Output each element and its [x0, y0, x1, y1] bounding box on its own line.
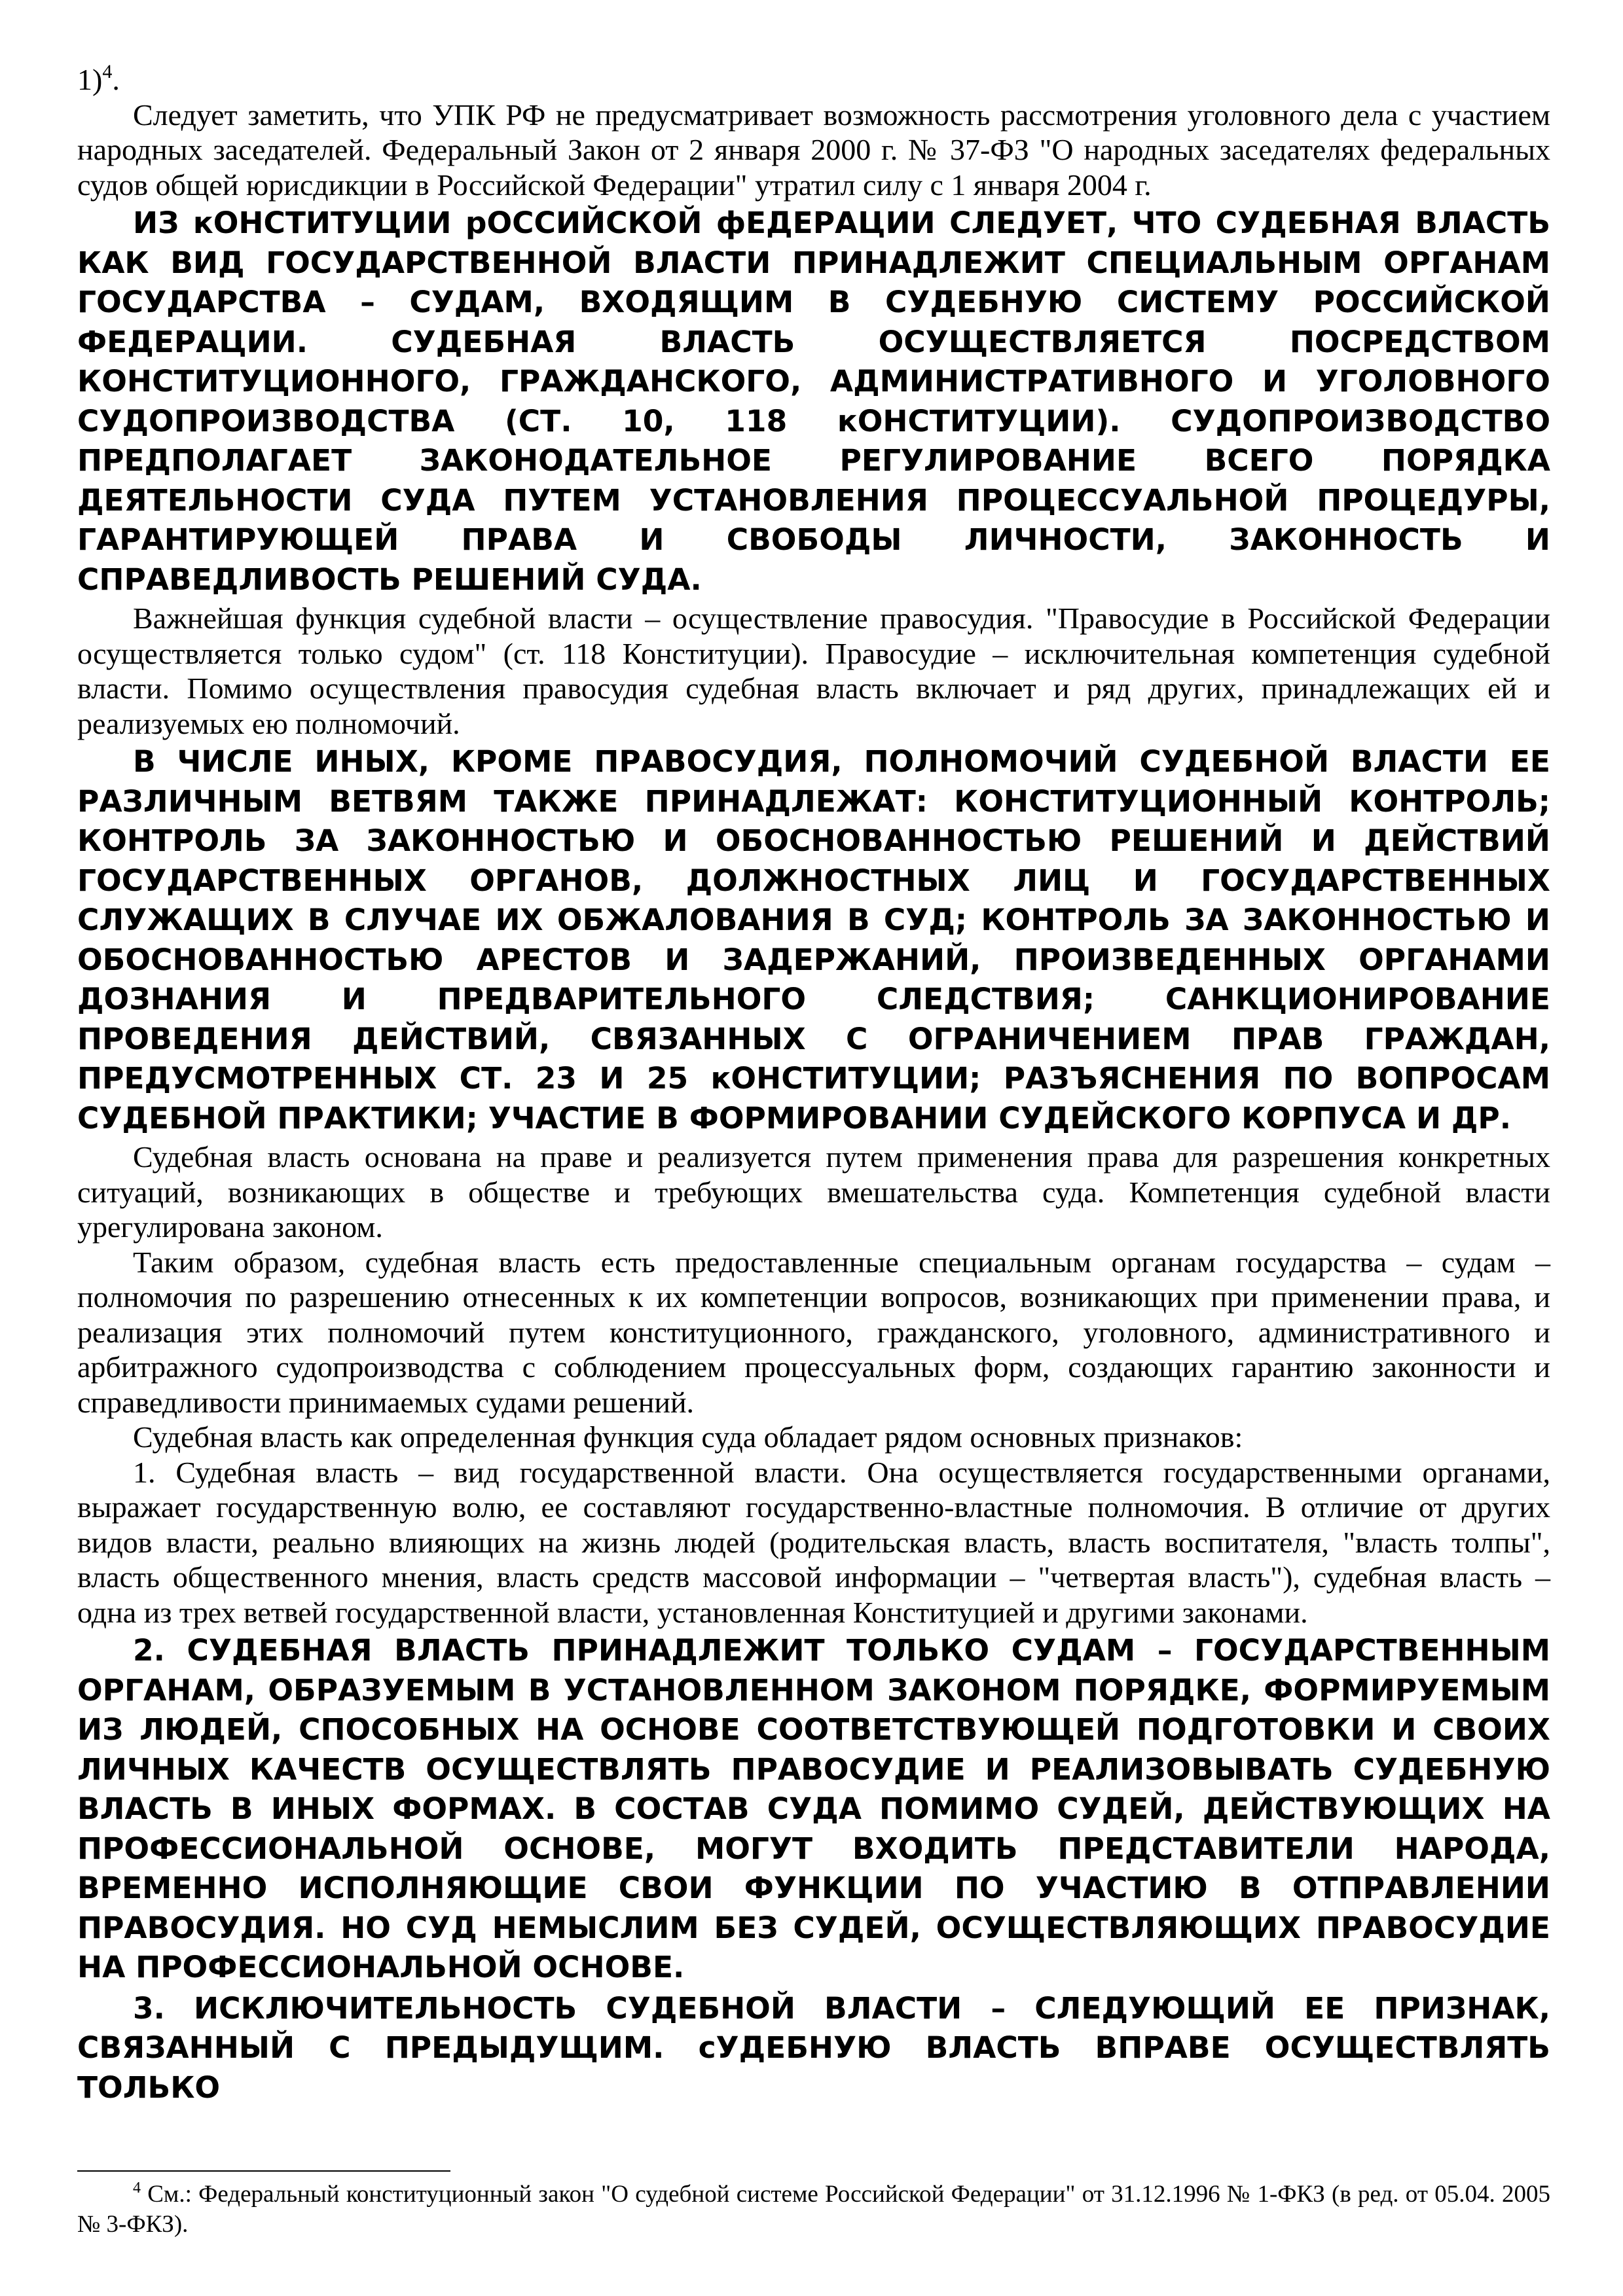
- footnote: [77, 2179, 1550, 2240]
- document-page: [77, 62, 1550, 2109]
- paragraph-feature-1: 1. Судебная власть – вид государственной власти. Она осуществляется государственными органами, выражает государственную волю, ее составляют государственно-властные полномочия. В отличие от других видов власти, реально влияющих на жизнь людей (родительская власть, власть воспитателя, "власть толпы", власть общественного мнения, власть средств массовой информации – "четвертая власть"), судебная власть – одна из трех ветвей государственной власти, установленная Конституцией и другими законами.: [77, 1455, 1550, 1629]
- paragraph-feature-2-bold: 2. СУДЕБНАЯ ВЛАСТЬ ПРИНАДЛЕЖИТ ТОЛЬКО СУДАМ – ГОСУДАРСТВЕННЫМ ОРГАНАМ, ОБРАЗУЕМЫМ В УСТАНОВЛЕННОМ ЗАКОНОМ ПОРЯДКЕ, ФОРМИРУЕМЫМ ИЗ ЛЮДЕЙ, СПОСОБНЫХ НА ОСНОВЕ СООТВЕТСТВУЮЩЕЙ ПОДГОТОВКИ И СВОИХ ЛИЧНЫХ КАЧЕСТВ ОСУЩЕСТВЛЯТЬ ПРАВОСУДИЕ И РЕАЛИЗОВЫВАТЬ СУДЕБНУЮ ВЛАСТЬ В ИНЫХ ФОРМАХ. В СОСТАВ СУДА ПОМИМО СУДЕЙ, ДЕЙСТВУЮЩИХ НА ПРОФЕССИОНАЛЬНОЙ ОСНОВЕ, МОГУТ ВХОДИТЬ ПРЕДСТАВИТЕЛИ НАРОДА, ВРЕМЕННО ИСПОЛНЯЮЩИЕ СВОИ ФУНКЦИИ ПО УЧАСТИЮ В ОТПРАВЛЕНИИ ПРАВОСУДИЯ. НО СУД НЕМЫСЛИМ БЕЗ СУДЕЙ, ОСУЩЕСТВЛЯЮЩИХ ПРАВОСУДИЕ НА ПРОФЕССИОНАЛЬНОЙ ОСНОВЕ.: [77, 1633, 1550, 1984]
- paragraph-definition: Таким образом, судебная власть есть предоставленные специальным органам государства – судам – полномочия по разрешению отнесенных к их компетенции вопросов, возникающих при применении права, и реализация этих полномочий путем конституционного, гражданского, уголовного, административного и арбитражного судопроизводства с соблюдением процессуальных форм, создающих гарантию законности и справедливости принимаемых судами решений.: [77, 1245, 1550, 1419]
- continuation-end: .: [112, 63, 120, 96]
- paragraph-based-on-law: Судебная власть основана на праве и реализуется путем применения права для разрешения конкретных ситуаций, возникающих в обществе и требующих вмешательства суда. Компетенция судебной власти урегулирована законом.: [77, 1140, 1550, 1244]
- paragraph-justice-function: Важнейшая функция судебной власти – осуществление правосудия. "Правосудие в Российской Федерации осуществляется только судом" (ст. 118 Конституции). Правосудие – исключительная компетенция судебной власти. Помимо осуществления правосудия судебная власть включает и ряд других, принадлежащих ей и реализуемых ею полномочий.: [77, 601, 1550, 740]
- footnote-reference[interactable]: 4: [102, 61, 113, 82]
- paragraph-features-intro: Судебная власть как определенная функция суда обладает рядом основных признаков:: [133, 1420, 1243, 1454]
- footnote-marker: 4: [133, 2179, 141, 2197]
- paragraph-other-powers-bold: В ЧИСЛЕ ИНЫХ, КРОМЕ ПРАВОСУДИЯ, ПОЛНОМОЧИЙ СУДЕБНОЙ ВЛАСТИ ЕЕ РАЗЛИЧНЫМ ВЕТВЯМ ТАКЖЕ ПРИНАДЛЕЖАТ: КОНСТИТУЦИОННЫЙ КОНТРОЛЬ; КОНТРОЛЬ ЗА ЗАКОННОСТЬЮ И ОБОСНОВАННОСТЬЮ РЕШЕНИЙ И ДЕЙСТВИЙ ГОСУДАРСТВЕННЫХ ОРГАНОВ, ДОЛЖНОСТНЫХ ЛИЦ И ГОСУДАРСТВЕННЫХ СЛУЖАЩИХ В СЛУЧАЕ ИХ ОБЖАЛОВАНИЯ В СУД; КОНТРОЛЬ ЗА ЗАКОННОСТЬЮ И ОБОСНОВАННОСТЬЮ АРЕСТОВ И ЗАДЕРЖАНИЙ, ПРОИЗВЕДЕННЫХ ОРГАНАМИ ДОЗНАНИЯ И ПРЕДВАРИТЕЛЬНОГО СЛЕДСТВИЯ; САНКЦИОНИРОВАНИЕ ПРОВЕДЕНИЯ ДЕЙСТВИЙ, СВЯЗАННЫХ С ОГРАНИЧЕНИЕМ ПРАВ ГРАЖДАН, ПРЕДУСМОТРЕННЫХ СТ. 23 И 25 кОНСТИТУЦИИ; РАЗЪЯСНЕНИЯ ПО ВОПРОСАМ СУДЕБНОЙ ПРАКТИКИ; УЧАСТИЕ В ФОРМИРОВАНИИ СУДЕЙСКОГО КОРПУСА И ДР.: [77, 744, 1550, 1136]
- paragraph-upk-note: Следует заметить, что УПК РФ не предусматривает возможность рассмотрения уголовного дела с участием народных заседателей. Федеральный Закон от 2 января 2000 г. № 37-ФЗ "О народных заседателях федеральных судов общей юрисдикции в Российской Федерации" утратил силу с 1 января 2004 г.: [77, 98, 1550, 202]
- paragraph-constitution-bold: ИЗ кОНСТИТУЦИИ рОССИЙСКОЙ фЕДЕРАЦИИ СЛЕДУЕТ, ЧТО СУДЕБНАЯ ВЛАСТЬ КАК ВИД ГОСУДАРСТВЕННОЙ ВЛАСТИ ПРИНАДЛЕЖИТ СПЕЦИАЛЬНЫМ ОРГАНАМ ГОСУДАРСТВА – СУДАМ, ВХОДЯЩИМ В СУДЕБНУЮ СИСТЕМУ РОССИЙСКОЙ ФЕДЕРАЦИИ. СУДЕБНАЯ ВЛАСТЬ ОСУЩЕСТВЛЯЕТСЯ ПОСРЕДСТВОМ КОНСТИТУЦИОННОГО, ГРАЖДАНСКОГО, АДМИНИСТРАТИВНОГО И УГОЛОВНОГО СУДОПРОИЗВОДСТВА (СТ. 10, 118 кОНСТИТУЦИИ). СУДОПРОИЗВОДСТВО ПРЕДПОЛАГАЕТ ЗАКОНОДАТЕЛЬНОЕ РЕГУЛИРОВАНИЕ ВСЕГО ПОРЯДКА ДЕЯТЕЛЬНОСТИ СУДА ПУТЕМ УСТАНОВЛЕНИЯ ПРОЦЕССУАЛЬНОЙ ПРОЦЕДУРЫ, ГАРАНТИРУЮЩЕЙ ПРАВА И СВОБОДЫ ЛИЧНОСТИ, ЗАКОННОСТЬ И СПРАВЕДЛИВОСТЬ РЕШЕНИЙ СУДА.: [77, 206, 1550, 597]
- paragraph-feature-3-bold: 3. ИСКЛЮЧИТЕЛЬНОСТЬ СУДЕБНОЙ ВЛАСТИ – СЛЕДУЮЩИЙ ЕЕ ПРИЗНАК, СВЯЗАННЫЙ С ПРЕДЫДУЩИМ. сУДЕБНУЮ ВЛАСТЬ ВПРАВЕ ОСУЩЕСТВЛЯТЬ ТОЛЬКО: [77, 1990, 1550, 2105]
- continuation-line: [77, 62, 1550, 98]
- continuation-text: 1): [77, 63, 103, 96]
- footnote-text: См.: Федеральный конституционный закон "О судебной системе Российской Федерации" от 31.12.1996 № 1-ФКЗ (в ред. от 05.04. 2005 № 3-ФКЗ).: [77, 2181, 1550, 2238]
- footnote-separator: [77, 2170, 450, 2172]
